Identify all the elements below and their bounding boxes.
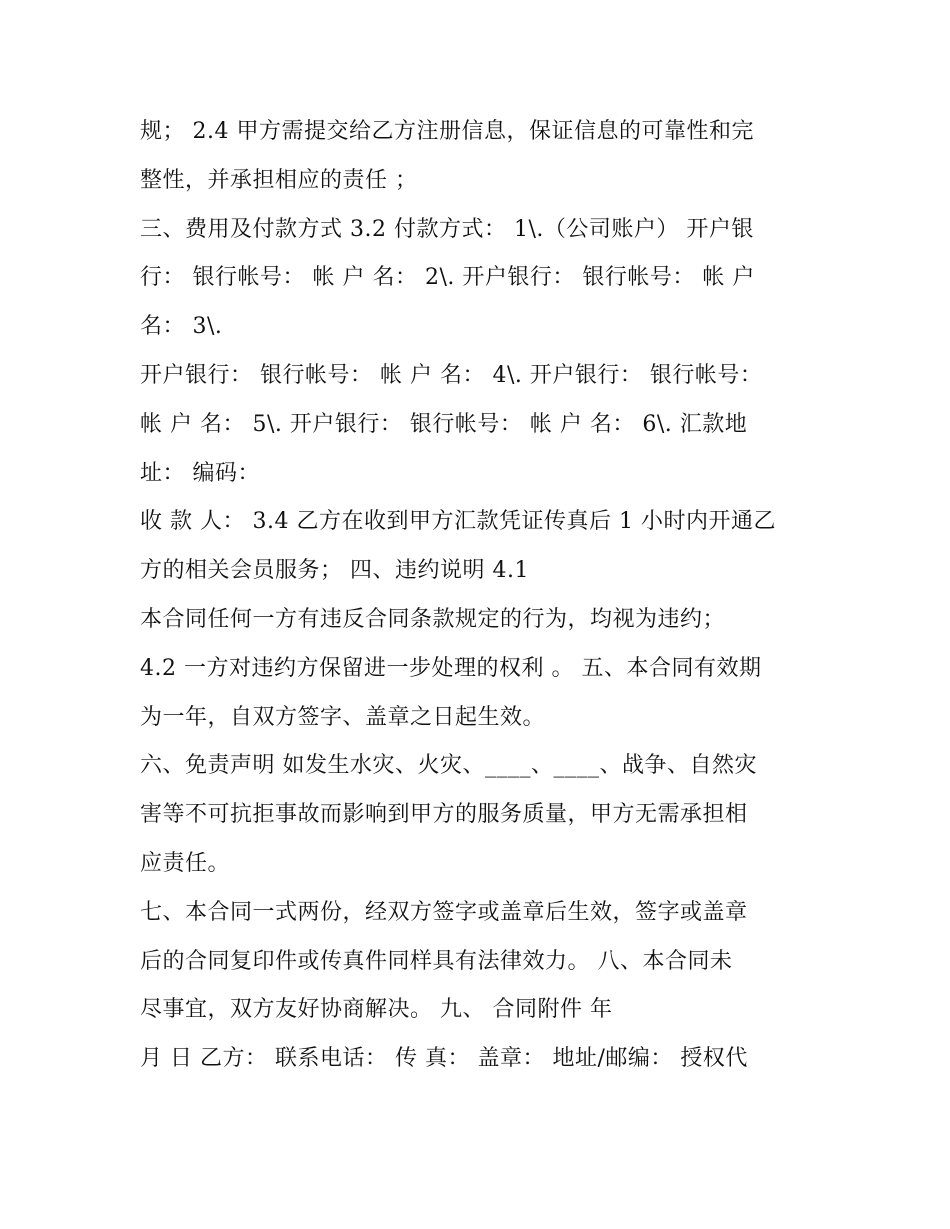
text-line: 七、本合同一式两份，经双方签字或盖章后生效，签字或盖章 [140,899,748,925]
text-line: 收 款 人： 3.4 乙方在收到甲方汇款凭证传真后 1 小时内开通乙 [140,509,776,535]
document-body [140,108,820,1084]
text-line: 应责任。 [140,850,231,876]
text-line: 月 日 乙方： 联系电话： 传 真： 盖章： 地址/邮编： 授权代 [140,1046,748,1072]
text-line: 三、费用及付款方式 3.2 付款方式： 1\.（公司账户） 开户银 [140,216,754,242]
text-line: 址： 编码： [140,460,260,486]
text-line: 害等不可抗拒事故而影响到甲方的服务质量，甲方无需承担相 [140,802,748,828]
text-line: 方的相关会员服务； 四、违约说明 4.1 [140,558,529,584]
text-line: 开户银行： 银行帐号： 帐 户 名： 4\. 开户银行： 银行帐号： [140,362,763,388]
text-line: 4.2 一方对违约方保留进一步处理的权利 。 五、本合同有效期 [140,655,762,681]
text-line: 后的合同复印件或传真件同样具有法律效力。 八、本合同未 [140,948,733,974]
text-line: 规； 2.4 甲方需提交给乙方注册信息，保证信息的可靠性和完 [140,119,754,144]
text-line: 帐 户 名： 5\. 开户银行： 银行帐号： 帐 户 名： 6\. 汇款地 [140,411,748,437]
text-line: 名： 3\. [140,314,223,340]
text-line: 整性，并承担相应的责任 ； [140,167,418,193]
text-line: 行： 银行帐号： 帐 户 名： 2\. 开户银行： 银行帐号： 帐 户 [140,265,755,291]
text-line: 尽事宜，双方友好协商解决。 九、 合同附件 年 [140,997,613,1023]
text-line: 本合同任何一方有违反合同条款规定的行为，均视为违约； [140,606,726,632]
text-line: 为一年，自双方签字、盖章之日起生效。 [140,704,546,730]
text-line: 六、免责声明 如发生水灾、火灾、____、____、战争、自然灾 [140,753,757,779]
